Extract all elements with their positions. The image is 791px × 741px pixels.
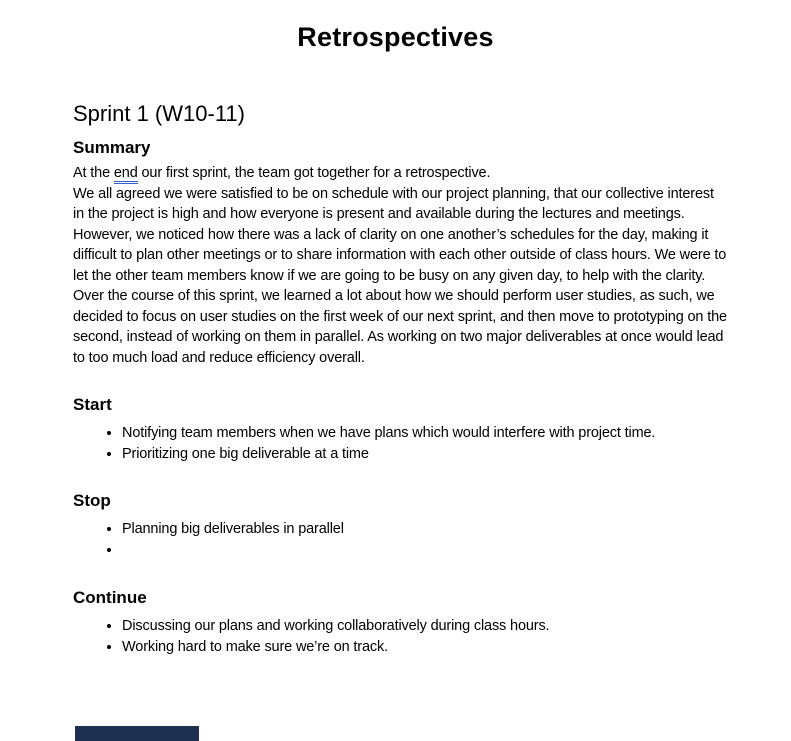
- doc-title: Retrospectives: [297, 22, 494, 52]
- cutoff-table-header: [75, 726, 199, 741]
- start-list: [73, 423, 728, 465]
- stop-list: [73, 519, 728, 561]
- list-item: • Working hard to make sure we’re on track.: [122, 637, 728, 658]
- summary-text: [73, 163, 728, 368]
- list-item: • Notifying team members when we have plans which would interfere with project time.: [122, 423, 728, 444]
- list-item: • Prioritizing one big deliverable at a time: [122, 444, 728, 465]
- stop-heading: Stop: [73, 491, 111, 510]
- summary-intro-line: [73, 163, 728, 184]
- summary-paragraph: Over the course of this sprint, we learned a lot about how we should perform user studies, as such, we decided to focus on user studies on the first week of our next sprint, and then move to prototyping on the second, instead of working on them in parallel. As working on two major deliverables at once would lead to too much load and reduce efficiency overall.: [73, 288, 727, 366]
- summary-intro-post: our first sprint, the team got together for a retrospective.: [137, 165, 491, 181]
- summary-paragraph: We all agreed we were satisfied to be on schedule with our project planning, that our collective interest in the project is high and how everyone is present and available during the lectures and meetings.: [73, 185, 714, 222]
- list-item: • Planning big deliverables in parallel: [122, 519, 728, 540]
- list-item-empty: [122, 540, 728, 561]
- summary-paragraph: However, we noticed how there was a lack of clarity on one another’s schedules for the day, making it difficult to plan other meetings or to share information with each other outside of class hours. We were to let the other team members know if we are going to be busy on any given day, to help with the clarity.: [73, 226, 727, 284]
- sprint-section: [73, 101, 728, 658]
- continue-list: [73, 616, 728, 658]
- continue-heading: Continue: [73, 588, 147, 607]
- summary-intro-pre: At the: [73, 165, 114, 181]
- summary-heading: Summary: [73, 138, 151, 157]
- grammar-flagged-word[interactable]: end: [114, 165, 138, 184]
- start-heading: Start: [73, 395, 112, 414]
- list-item: • Discussing our plans and working collaboratively during class hours.: [122, 616, 728, 637]
- sprint-heading: Sprint 1 (W10-11): [73, 101, 245, 126]
